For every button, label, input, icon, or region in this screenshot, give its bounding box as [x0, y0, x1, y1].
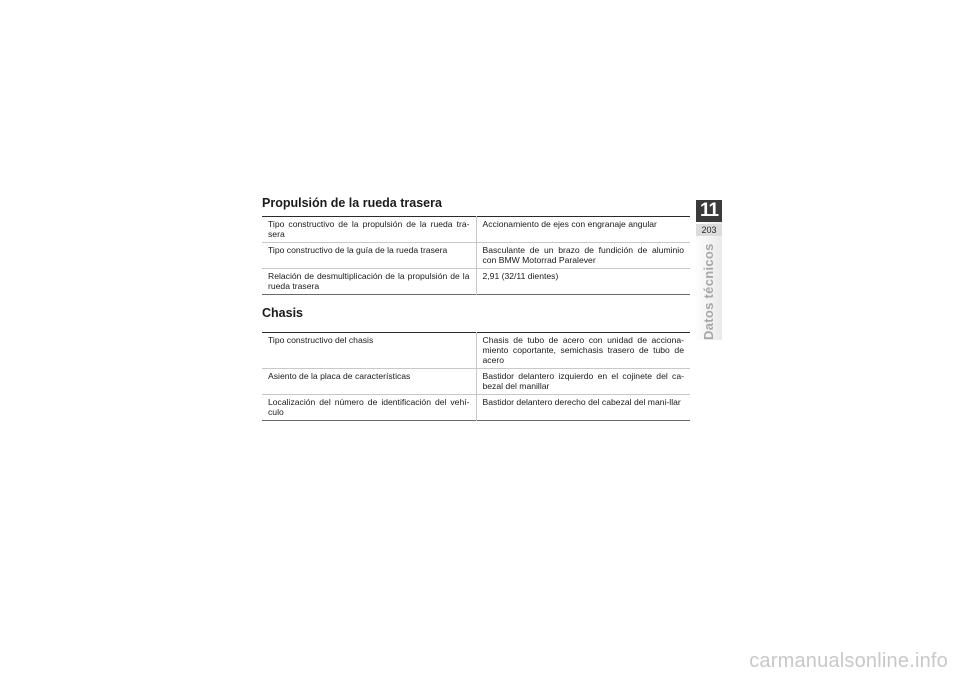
spec-label: Tipo constructivo del chasis	[268, 335, 374, 345]
table-row	[262, 243, 690, 269]
spec-label: Asiento de la placa de características	[268, 371, 411, 381]
table-row	[262, 217, 690, 243]
table-row	[262, 269, 690, 295]
spec-label: Localización del número de identificación del vehí-culo	[268, 397, 470, 417]
section-title-propulsion: Propulsión de la rueda trasera	[262, 196, 442, 210]
table-row	[262, 395, 690, 421]
table-row	[262, 369, 690, 395]
chapter-number: 11	[696, 200, 722, 222]
spec-value: 2,91 (32/11 dientes)	[476, 269, 690, 295]
spec-value: Basculante de un brazo de fundición de aluminio con BMW Motorrad Paralever	[476, 243, 690, 269]
propulsion-spec-table	[262, 216, 690, 295]
spec-value: Chasis de tubo de acero con unidad de acciona-miento coportante, semichasis trasero de tubo de acero	[476, 333, 690, 369]
spec-value: Accionamiento de ejes con engranaje angular	[476, 217, 690, 243]
table-row	[262, 333, 690, 369]
spec-value: Bastidor delantero izquierdo en el cojinete del ca-bezal del manillar	[476, 369, 690, 395]
spec-value: Bastidor delantero derecho del cabezal del mani-llar	[476, 395, 690, 421]
chapter-title: Datos técnicos	[701, 243, 716, 340]
spec-label: Relación de desmultiplicación de la propulsión de la rueda trasera	[268, 271, 470, 291]
page-content	[262, 196, 690, 421]
spec-label: Tipo constructivo de la propulsión de la rueda tra-sera	[268, 219, 470, 239]
watermark: carmanualsonline.info	[749, 650, 948, 672]
page-number: 203	[696, 224, 722, 236]
spec-label: Tipo constructivo de la guía de la rueda trasera	[268, 245, 448, 255]
chasis-spec-table	[262, 332, 690, 421]
section-title-chasis: Chasis	[262, 306, 303, 320]
